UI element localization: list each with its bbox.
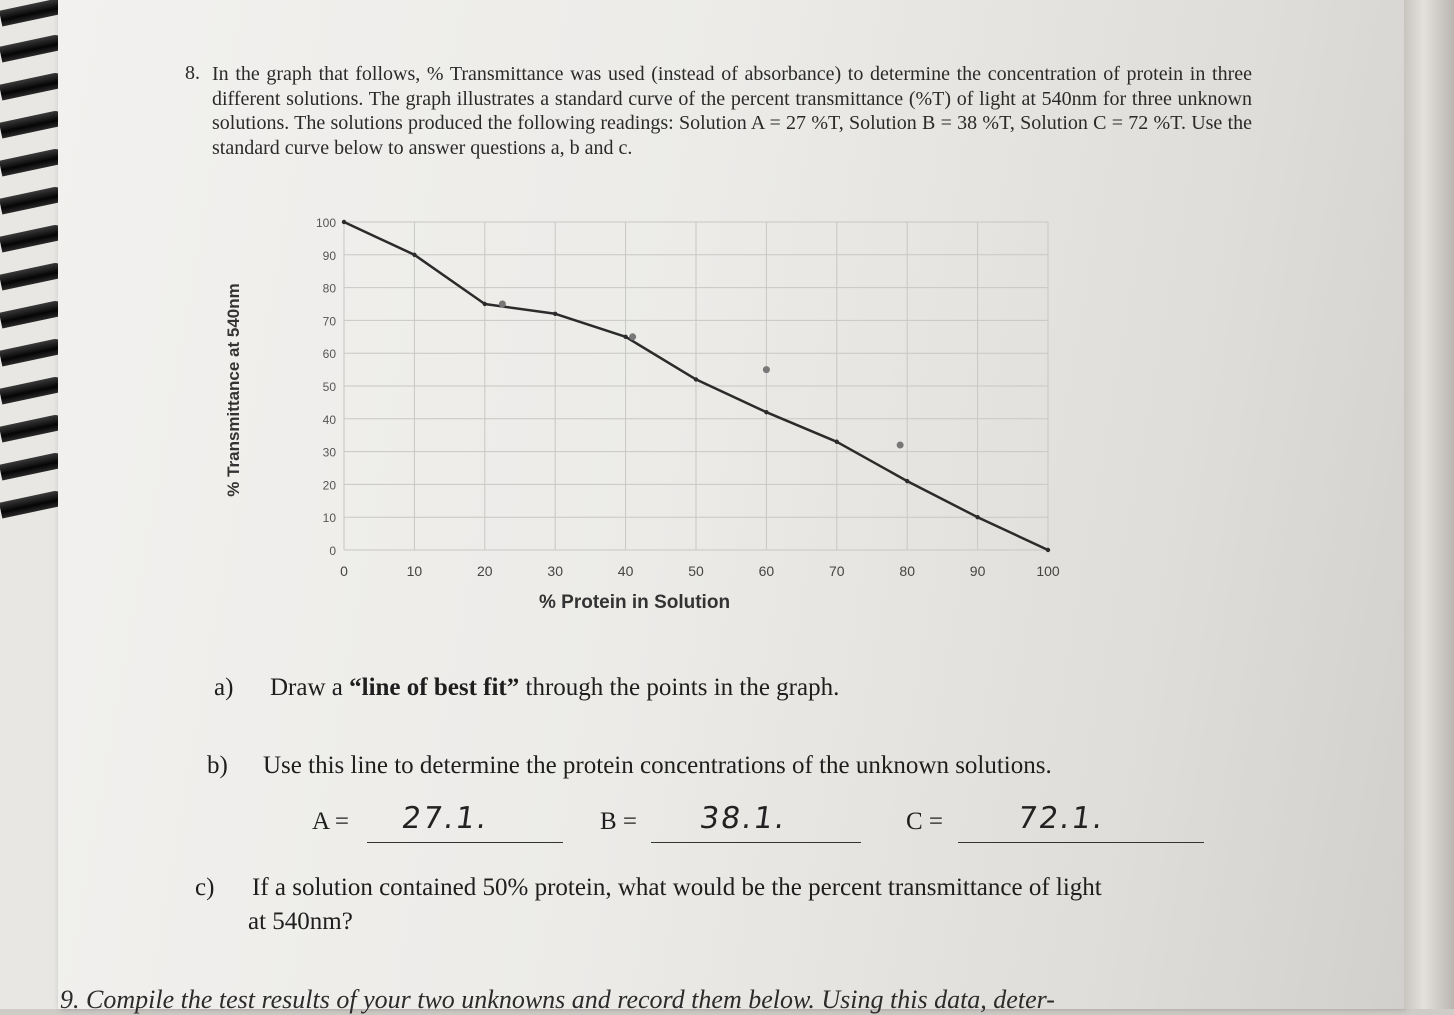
- x-tick-label: 80: [899, 563, 915, 579]
- question-intro: In the graph that follows, % Transmittance was used (instead of absorbance) to determine the concentration of protein in three different solutions. The graph illustrates a standard curve of the percent transmittance (%T) of light at 540nm for three unknown solutions. The solutions produced the following readings: Solution A = 27 %T, Solution B = 38 %T, Solution C = 72 %T. Use the standard curve below to answer questions a, b and c.: [212, 63, 1252, 159]
- x-tick-label: 40: [617, 563, 634, 579]
- answer-c-handwritten: 72.1.: [1015, 801, 1107, 836]
- curve-vertex: [764, 410, 768, 414]
- y-tick-label: 80: [322, 281, 336, 296]
- x-tick-label: 0: [340, 563, 348, 579]
- x-tick-label: 90: [969, 563, 986, 579]
- x-tick-label: 50: [688, 563, 704, 579]
- y-tick-label: 30: [322, 445, 336, 460]
- curve-vertex: [835, 440, 839, 444]
- part-c-line2: at 540nm?: [248, 908, 353, 935]
- part-b-text: Use this line to determine the protein concentrations of the unknown solutions.: [263, 752, 1052, 779]
- curve-vertex: [694, 377, 698, 381]
- x-tick-label: 60: [758, 563, 775, 579]
- y-tick-label: 0: [329, 544, 336, 558]
- x-tick-label: 30: [547, 563, 563, 579]
- x-tick-label: 100: [1036, 563, 1060, 579]
- question-number: 8.: [185, 62, 200, 84]
- x-tick-label: 20: [477, 563, 493, 579]
- y-tick-label: 50: [322, 380, 336, 394]
- answer-c-blank[interactable]: [958, 842, 1204, 843]
- curve-vertex: [975, 515, 979, 519]
- y-tick-label: 100: [315, 216, 336, 230]
- y-tick-label: 60: [322, 347, 336, 362]
- answer-b-handwritten: 38.1.: [697, 801, 789, 836]
- part-a-text: Draw a “line of best fit” through the points in the graph.: [270, 674, 840, 701]
- data-point: [499, 301, 506, 308]
- part-b-letter: b): [207, 752, 228, 779]
- part-a-letter: a): [214, 674, 234, 701]
- curve-vertex: [553, 312, 557, 316]
- y-tick-label: 70: [322, 314, 336, 329]
- answer-a-handwritten: 27.1.: [399, 801, 491, 836]
- curve-vertex: [1046, 548, 1050, 552]
- answer-c-label: C =: [906, 808, 944, 835]
- curve-vertex: [623, 335, 627, 339]
- y-tick-label: 90: [322, 248, 336, 263]
- x-axis-label: % Protein in Solution: [539, 592, 731, 613]
- y-tick-label: 40: [322, 412, 336, 427]
- data-point: [897, 442, 904, 449]
- answer-b-label: B =: [600, 808, 638, 835]
- curve-vertex: [342, 220, 346, 224]
- curve-vertex: [905, 479, 909, 483]
- data-point: [629, 333, 636, 340]
- part-c-letter: c): [195, 874, 215, 901]
- y-tick-label: 20: [322, 478, 336, 493]
- answer-a-label: A =: [312, 808, 350, 835]
- answer-b-blank[interactable]: [651, 842, 861, 843]
- y-tick-label: 10: [322, 511, 336, 526]
- curve-vertex: [483, 302, 487, 306]
- data-point: [763, 366, 770, 373]
- x-tick-label: 70: [829, 563, 845, 579]
- curve-vertex: [412, 253, 416, 257]
- part-c-line1: If a solution contained 50% protein, what would be the percent transmittance of light: [252, 874, 1102, 901]
- x-tick-label: 10: [406, 563, 423, 579]
- next-question-partial: 9. Compile the test results of your two unknowns and record them below. Using this data, deter-: [60, 985, 1055, 1014]
- answer-a-blank[interactable]: [367, 842, 563, 843]
